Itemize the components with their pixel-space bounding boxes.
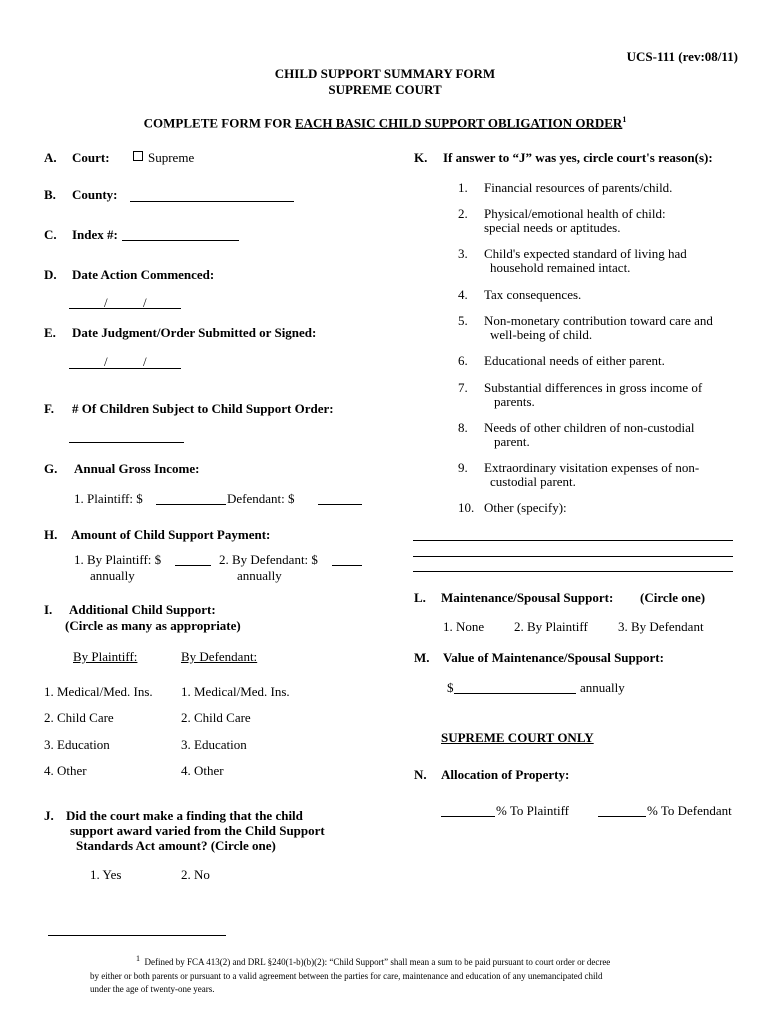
maintenance-label: Maintenance/Spousal Support: [441, 590, 614, 605]
reason-text: Other (specify): [484, 500, 567, 515]
label-k: K. [414, 150, 428, 165]
other-specify-line[interactable] [413, 540, 733, 541]
plaintiff-option[interactable]: 1. Medical/Med. Ins. [44, 684, 153, 699]
reason-text: Tax consequences. [484, 287, 582, 302]
reason-number: 8. [458, 420, 468, 435]
reason-text: custodial parent. [490, 474, 576, 489]
by-defendant-label: 2. By Defendant: $ [219, 552, 318, 567]
reason-number: 6. [458, 353, 468, 368]
plaintiff-income-field[interactable] [156, 504, 226, 505]
by-defendant-field[interactable] [332, 565, 362, 566]
annually-text: annually [90, 568, 135, 583]
reason-text: Financial resources of parents/child. [484, 180, 673, 195]
additional-support-label: Additional Child Support: [69, 602, 216, 617]
reasons-label: If answer to “J” was yes, circle court's reason(s): [443, 150, 713, 165]
defendant-option[interactable]: 1. Medical/Med. Ins. [181, 684, 290, 699]
maintenance-value-field[interactable] [454, 693, 576, 694]
reason-text: Needs of other children of non-custodial [484, 420, 695, 435]
children-count-label: # Of Children Subject to Child Support Order: [72, 401, 334, 416]
by-plaintiff-label: 1. By Plaintiff: $ [74, 552, 162, 567]
other-specify-line[interactable] [413, 556, 733, 557]
annually-text: annually [237, 568, 282, 583]
label-e: E. [44, 325, 56, 340]
plaintiff-percent-label: % To Plaintiff [496, 803, 569, 818]
date-separator: / [143, 295, 147, 310]
date-separator: / [143, 354, 147, 369]
reason-text: well-being of child. [490, 327, 593, 342]
reason-text: Physical/emotional health of child: [484, 206, 666, 221]
supreme-option-label: Supreme [148, 150, 195, 165]
reason-text: parents. [494, 394, 535, 409]
label-f: F. [44, 401, 54, 416]
defendant-option[interactable]: 3. Education [181, 737, 247, 752]
allocation-label: Allocation of Property: [441, 767, 570, 782]
date-commenced-field[interactable] [69, 308, 181, 309]
reason-text: household remained intact. [490, 260, 631, 275]
label-j: J. [44, 808, 54, 823]
reason-number: 4. [458, 287, 468, 302]
label-i: I. [44, 602, 53, 617]
plaintiff-option[interactable]: 4. Other [44, 763, 87, 778]
reason-text: Child's expected standard of living had [484, 246, 687, 261]
date-judgment-field[interactable] [69, 368, 181, 369]
date-separator: / [104, 295, 108, 310]
form-id: UCS-111 (rev:08/11) [626, 49, 738, 64]
additional-support-instruction: (Circle as many as appropriate) [65, 618, 241, 633]
court-heading: SUPREME COURT [328, 82, 442, 97]
maintenance-plaintiff-option[interactable]: 2. By Plaintiff [514, 619, 588, 634]
maintenance-annually: annually [580, 680, 625, 695]
defendant-income-label: Defendant: $ [227, 491, 295, 506]
other-specify-line[interactable] [413, 571, 733, 572]
reason-number: 3. [458, 246, 468, 261]
label-c: C. [44, 227, 57, 242]
defendant-percent-field[interactable] [598, 816, 646, 817]
county-label: County: [72, 187, 118, 202]
reason-number: 7. [458, 380, 468, 395]
defendant-option[interactable]: 4. Other [181, 763, 224, 778]
plaintiff-percent-field[interactable] [441, 816, 495, 817]
label-a: A. [44, 150, 57, 165]
footnote-ref: 1 [622, 115, 627, 124]
defendant-percent-label: % To Defendant [647, 803, 732, 818]
footnote-line-3: under the age of twenty-one years. [90, 984, 215, 994]
label-m: M. [414, 650, 430, 665]
supreme-court-only-heading: SUPREME COURT ONLY [441, 730, 594, 745]
plaintiff-income-label: 1. Plaintiff: $ [74, 491, 143, 506]
defendant-option[interactable]: 2. Child Care [181, 710, 251, 725]
label-l: L. [414, 590, 426, 605]
index-field[interactable] [122, 240, 239, 241]
col-by-plaintiff: By Plaintiff: [73, 649, 138, 664]
maintenance-none-option[interactable]: 1. None [443, 619, 485, 634]
label-n: N. [414, 767, 427, 782]
reason-text: Non-monetary contribution toward care and [484, 313, 713, 328]
date-commenced-label: Date Action Commenced: [72, 267, 215, 282]
court-label: Court: [72, 150, 110, 165]
reason-number: 5. [458, 313, 468, 328]
instruction-underlined: EACH BASIC CHILD SUPPORT OBLIGATION ORDER [294, 115, 623, 131]
footnote-number: 1 [136, 954, 140, 963]
maintenance-dollar: $ [447, 680, 454, 695]
label-b: B. [44, 187, 56, 202]
date-separator: / [104, 354, 108, 369]
reason-text: parent. [494, 434, 530, 449]
reason-number: 1. [458, 180, 468, 195]
plaintiff-option[interactable]: 3. Education [44, 737, 110, 752]
date-judgment-label: Date Judgment/Order Submitted or Signed: [72, 325, 317, 340]
reason-number: 9. [458, 460, 468, 475]
court-option-supreme[interactable] [133, 150, 194, 166]
reason-number: 2. [458, 206, 468, 221]
label-h: H. [44, 527, 58, 542]
checkbox-icon[interactable] [133, 151, 143, 161]
finding-no-option[interactable]: 2. No [181, 867, 210, 882]
reason-text: Educational needs of either parent. [484, 353, 665, 368]
finding-yes-option[interactable]: 1. Yes [90, 867, 122, 882]
finding-question-l3: Standards Act amount? (Circle one) [76, 838, 276, 853]
defendant-income-field[interactable] [318, 504, 362, 505]
support-payment-label: Amount of Child Support Payment: [71, 527, 271, 542]
label-d: D. [44, 267, 57, 282]
footnote-line-2: by either or both parents or pursuant to a valid agreement between the parties for care, maintenance and education of any unemancipated child [90, 971, 603, 981]
instruction-prefix: COMPLETE FORM FOR [143, 115, 295, 131]
footnote-divider [48, 935, 226, 936]
instruction [0, 115, 770, 131]
footnote-line-1 [136, 952, 610, 969]
label-g: G. [44, 461, 58, 476]
maintenance-defendant-option[interactable]: 3. By Defendant [618, 619, 704, 634]
maintenance-value-label: Value of Maintenance/Spousal Support: [443, 650, 664, 665]
form-title: CHILD SUPPORT SUMMARY FORM [274, 66, 496, 81]
by-plaintiff-field[interactable] [175, 565, 211, 566]
finding-question-l2: support award varied from the Child Support [70, 823, 325, 838]
index-label: Index #: [72, 227, 118, 242]
county-field[interactable] [130, 201, 294, 202]
plaintiff-option[interactable]: 2. Child Care [44, 710, 114, 725]
finding-question-l1: Did the court make a finding that the child [66, 808, 303, 823]
reason-text: special needs or aptitudes. [484, 220, 621, 235]
gross-income-label: Annual Gross Income: [74, 461, 200, 476]
reason-number: 10. [458, 500, 475, 515]
maintenance-circle-instruction: (Circle one) [640, 590, 706, 605]
reason-text: Extraordinary visitation expenses of non- [484, 460, 700, 475]
children-count-field[interactable] [69, 442, 184, 443]
col-by-defendant: By Defendant: [181, 649, 258, 664]
reason-text: Substantial differences in gross income of [484, 380, 703, 395]
footnote-text: Defined by FCA 413(2) and DRL §240(1-b)(b)(2): “Child Support” shall mean a sum to be paid pursuant to court order or decree [144, 957, 611, 967]
